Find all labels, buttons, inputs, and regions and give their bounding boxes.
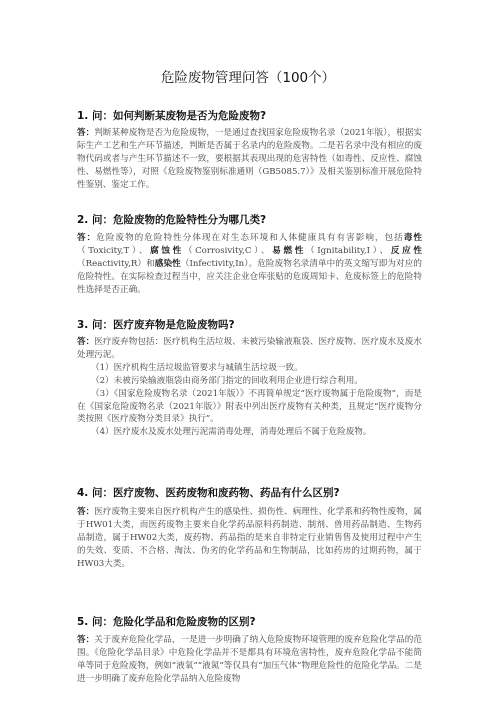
answer-label: 答： bbox=[77, 337, 95, 347]
question-4: 4. 问：医疗废物、医药废物和废药物、药品有什么区别? bbox=[77, 487, 340, 499]
question-2: 2. 问：危险废物的危险特性分为哪几类? bbox=[77, 214, 267, 226]
list-item: （1）医疗机构生活垃圾监管要求与城镇生活垃圾一致。 bbox=[91, 362, 303, 373]
question-3: 3. 问：医疗废弃物是危险废物吗? bbox=[77, 319, 235, 331]
answer-5 bbox=[77, 634, 422, 686]
answer-label: 答： bbox=[77, 128, 95, 138]
answer-1 bbox=[77, 127, 422, 192]
answer-label: 答： bbox=[77, 507, 95, 517]
answer-fragment: （Infectivity,In）。危险废物名录清单中的英文缩写即为对应的危险特性。在实际检查过程当中，应关注企业仓库张贴的危废周知卡、危废标签上的危险特性选择是否正确。 bbox=[77, 258, 422, 295]
answer-fragment: （Corrosivity,C）、 bbox=[183, 245, 273, 256]
answer-2 bbox=[77, 232, 422, 297]
hazard-term: 感染性 bbox=[154, 258, 181, 269]
answer-text: 判断某种废物是否为危险废物，一是通过查找国家危险废物名录（2021年版），根据实际生产工艺和生产环节描述，判断是否属于名录内的危险废物。二是若名录中没有相应的废物代码或者与产生环节描述不一致，要根据其表现出现的危害特性（如毒性、反应性、腐蚀性、易燃性等），对照《危险废物鉴别标准通则（GB5085.7）》及相关鉴别标准开展危险特性鉴别、鉴定工作。 bbox=[77, 128, 422, 190]
list-item: （4）医疗废水及废水处理污泥需消毒处理，消毒处理后不属于危险废物。 bbox=[91, 427, 372, 438]
hazard-term: 腐蚀性 bbox=[150, 245, 184, 256]
answer-text: 关于废弃危险化学品，一是进一步明确了纳入危险废物环境管理的废弃危险化学品的范围。《危险化学品目录》中危险化学品并不是都具有环境危害特性，废弃危险化学品不能简单等同于危险废物，例如“液氧”“液氮”等仅具有“加压气体”物理危险性的危险化学品。二是进一步明确了废弃危险化学品纳入危险废物 bbox=[77, 635, 422, 684]
hazard-term: 反应性 bbox=[390, 245, 422, 256]
document-title: 危险废物管理问答（100个） bbox=[160, 70, 336, 86]
answer-fragment: （Toxicity,T）、 bbox=[77, 245, 151, 256]
answer-text: 医疗废物主要来自医疗机构产生的感染性、损伤性、病理性、化学系和药物性废物，属于HW01大类，而医药废物主要来自化学药品原料药制造、制剂、兽用药品制造、生物药品制造，属于HW02大类，废药物、药品指的是来自非特定行业销售售及使用过程中产生的失效、变质、不合格、淘汰、伪劣的化学药品和生物制品，比如药房的过期药物，属于HW03大类。 bbox=[77, 507, 422, 569]
answer-fragment: （Ignitability,I）、 bbox=[306, 245, 391, 256]
list-item: （2）未被污染输液瓶袋由商务部门指定的回收利用企业进行综合利用。 bbox=[91, 375, 363, 386]
answer-label: 答： bbox=[77, 233, 97, 243]
answer-text: 医疗废弃物包括：医疗机构生活垃圾、未被污染输液瓶袋、医疗废物、医疗废水及废水处理污泥。 bbox=[77, 337, 422, 360]
answer-3 bbox=[77, 336, 422, 439]
answer-fragment: 危险废物的危险特性分体现在对生态环境和人体健康具有有害影响，包括 bbox=[96, 233, 404, 243]
answer-4 bbox=[77, 506, 422, 571]
hazard-term: 易燃性 bbox=[272, 245, 307, 256]
answer-label: 答： bbox=[77, 635, 95, 645]
answer-text bbox=[77, 233, 422, 295]
question-5: 5. 问：危险化学品和危险废物的区别? bbox=[77, 616, 256, 628]
answer-fragment: （Reactivity,R）和 bbox=[77, 258, 155, 269]
question-1: 1. 问：如何判断某废物是否为危险废物? bbox=[77, 110, 267, 122]
list-item: （3）《国家危险废物名录（2021年版）》不再简单规定“医疗废物属于危险废物”，而是在《国家危险废物名录（2021年版）》附表中列出医疗废物有关种类，且规定“医疗废物分类按照《医疗废物分类目录》执行”。 bbox=[77, 388, 422, 425]
hazard-term: 毒性 bbox=[403, 233, 422, 243]
